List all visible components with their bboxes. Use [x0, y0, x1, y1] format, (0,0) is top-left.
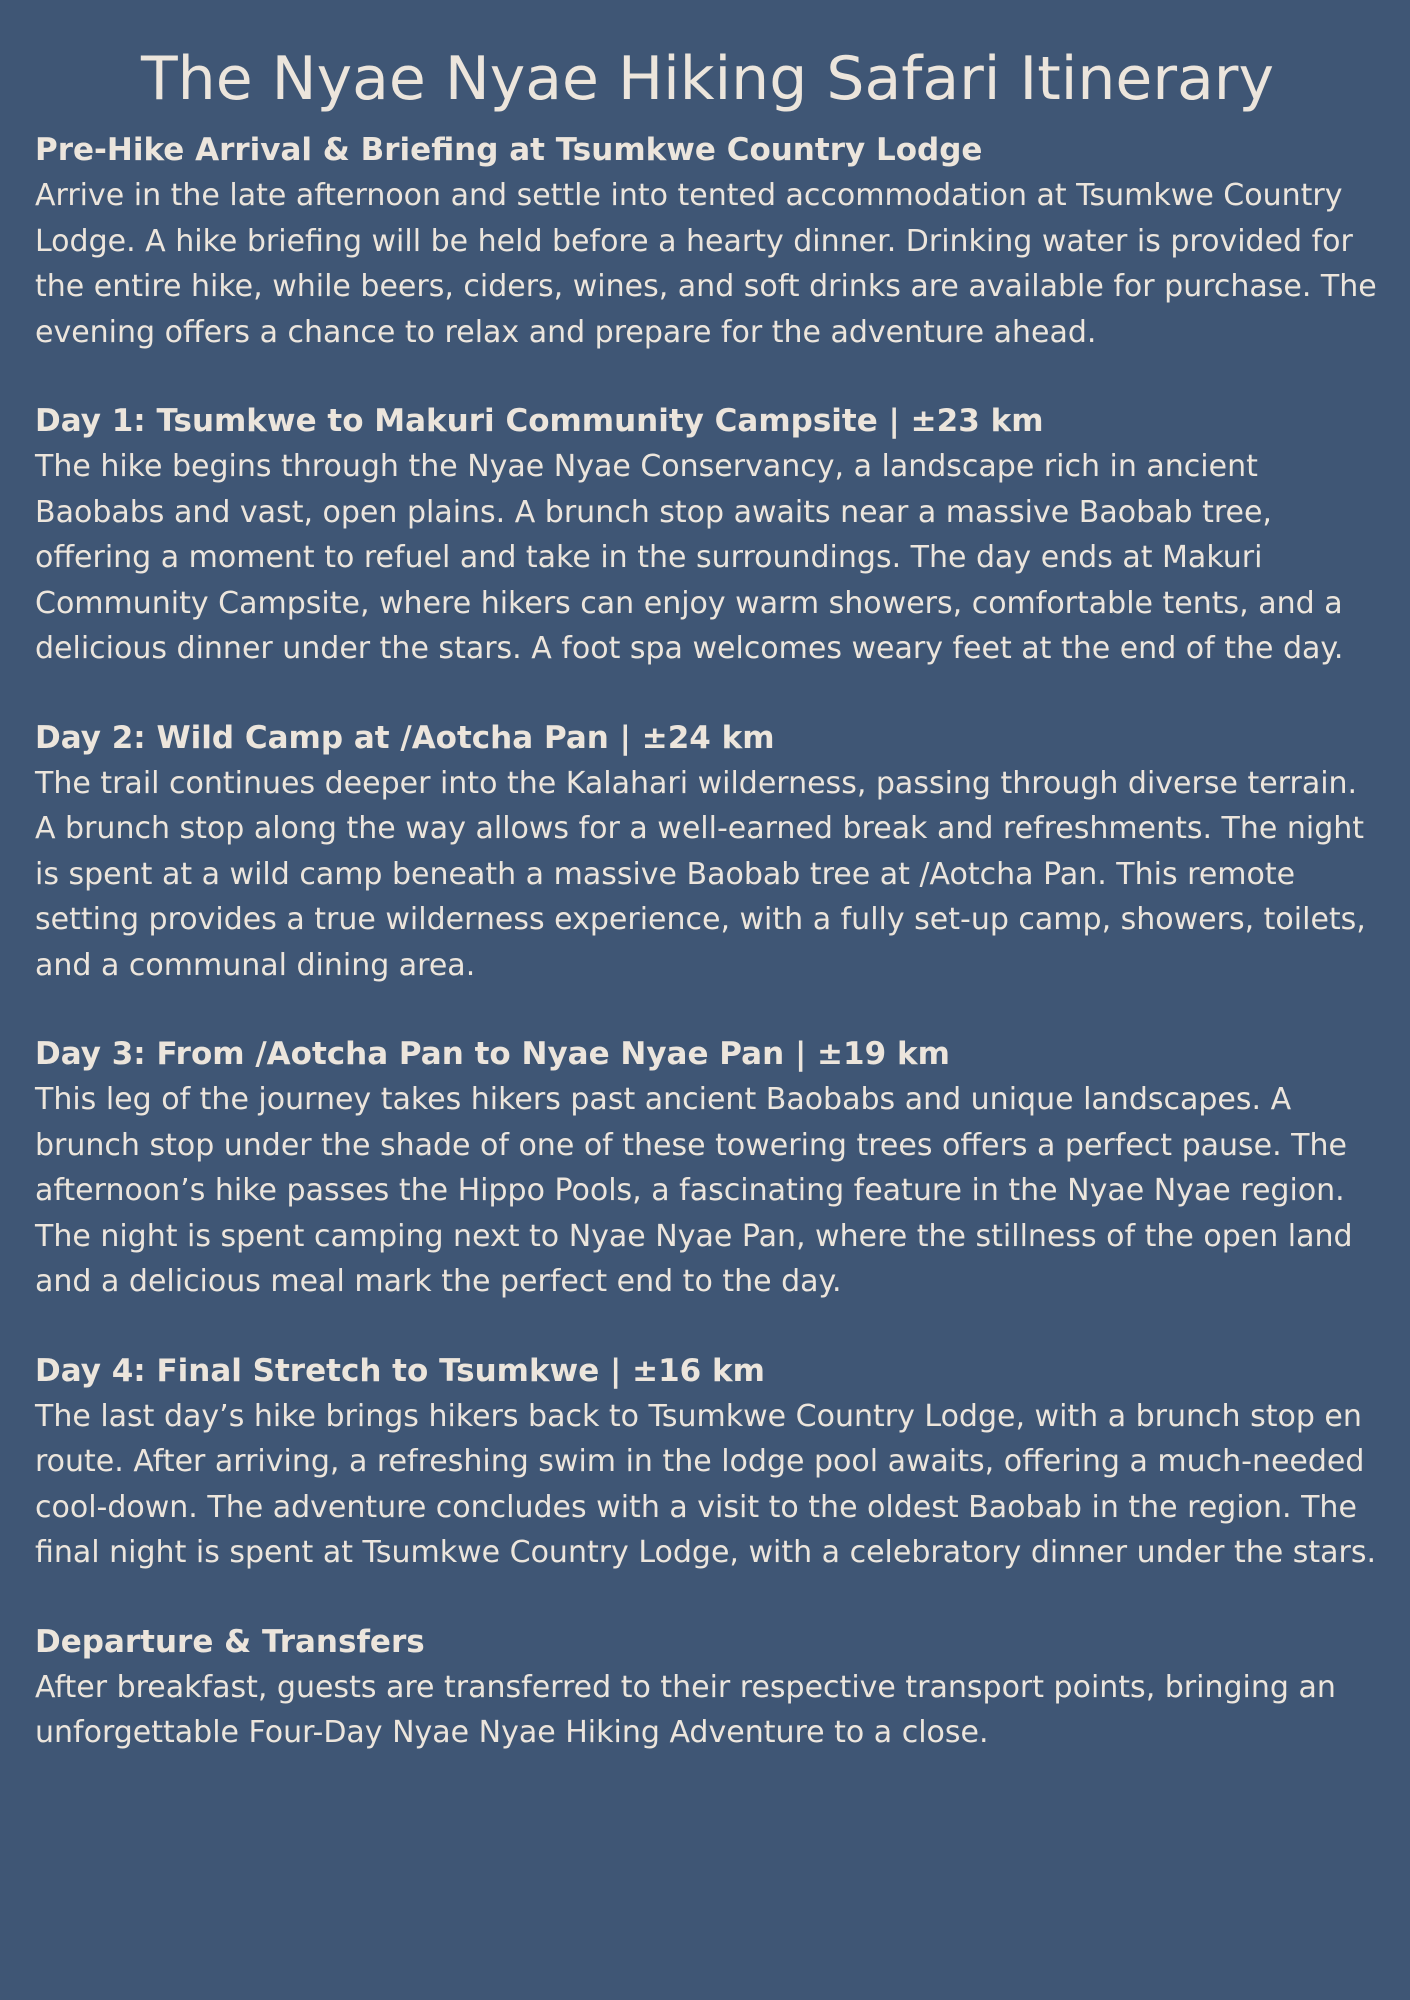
section-day-4 [35, 1349, 1380, 1576]
section-body: The trail continues deeper into the Kalahari wilderness, passing through diverse terrain. A brunch stop along the way allows for a well-earned break and refreshments. The night is spent at a wild camp beneath a massive Baobab tree at /Aotcha Pan. This remote setting provides a true wilderness experience, with a fully set-up camp, showers, toilets, and a communal dining area. [35, 765, 1366, 983]
section-heading: Day 4: Final Stretch to Tsumkwe | ±16 km [35, 1352, 765, 1389]
section-heading: Day 2: Wild Camp at /Aotcha Pan | ±24 km [35, 719, 775, 756]
section-body: Arrive in the late afternoon and settle into tented accommodation at Tsumkwe Country Lodge. A hike briefing will be held before a hearty dinner. Drinking water is provided for the entire hike, while beers, ciders, wines, and soft drinks are available for purchase. The evening offers a chance to relax and prepare for the adventure ahead. [35, 178, 1377, 350]
section-day-1 [35, 399, 1380, 672]
section-heading: Departure & Transfers [35, 1623, 425, 1660]
page-title: The Nyae Nyae Hiking Safari Itinerary [141, 44, 1274, 114]
section-heading: Day 1: Tsumkwe to Makuri Community Campsite | ±23 km [35, 403, 1044, 439]
section-body: After breakfast, guests are transferred to their respective transport points, bringing an unforgettable Four-Day Nyae Nyae Hiking Adventure to a close. [35, 1669, 1336, 1750]
section-heading: Day 3: From /Aotcha Pan to Nyae Nyae Pan | ±19 km [35, 1036, 950, 1072]
section-pre-hike [35, 128, 1380, 355]
section-body: The last day’s hike brings hikers back to Tsumkwe Country Lodge, with a brunch stop en route. After arriving, a refreshing swim in the lodge pool awaits, offering a much-needed cool-down. The adventure concludes with a visit to the oldest Baobab in the region. The final night is spent at Tsumkwe Country Lodge, with a celebratory dinner under the stars. [35, 1398, 1377, 1570]
section-day-2 [35, 716, 1380, 989]
section-body: The hike begins through the Nyae Nyae Conservancy, a landscape rich in ancient Baobabs and vast, open plains. A brunch stop awaits near a massive Baobab tree, offering a moment to refuel and take in the surroundings. The day ends at Makuri Community Campsite, where hikers can enjoy warm showers, comfortable tents, and a delicious dinner under the stars. A foot spa welcomes weary feet at the end of the day. [35, 449, 1344, 666]
section-day-3 [35, 1032, 1380, 1305]
section-body: This leg of the journey takes hikers past ancient Baobabs and unique landscapes. A brunch stop under the shade of one of these towering trees offers a perfect pause. The afternoon’s hike passes the Hippo Pools, a fascinating feature in the Nyae Nyae region. The night is spent camping next to Nyae Nyae Pan, where the stillness of the open land and a delicious meal mark the perfect end to the day. [35, 1082, 1353, 1299]
section-departure [35, 1620, 1380, 1756]
section-heading: Pre-Hike Arrival & Briefing at Tsumkwe Country Lodge [35, 132, 983, 168]
itinerary-page [35, 38, 1380, 1800]
